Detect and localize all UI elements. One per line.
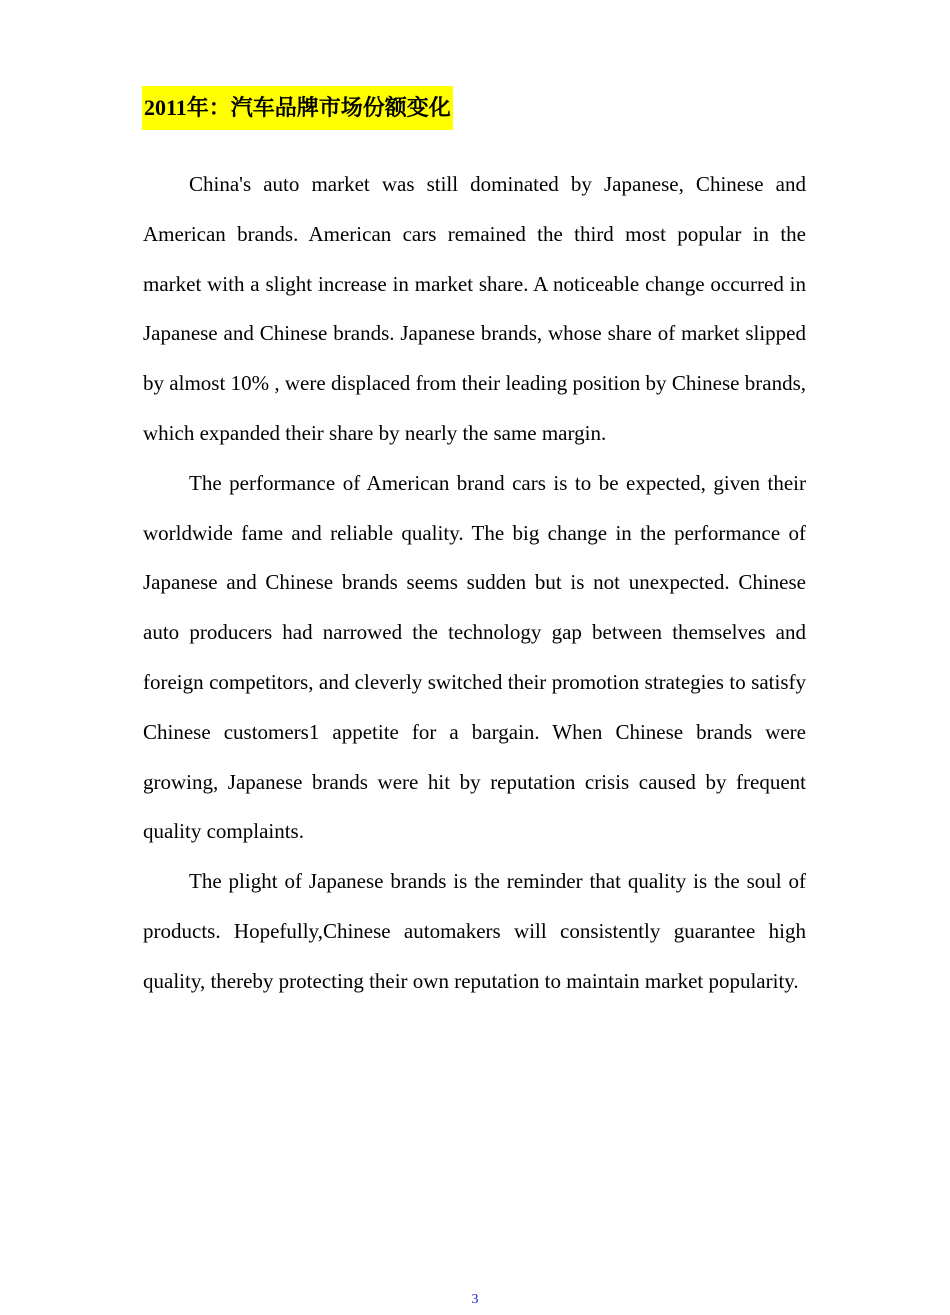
paragraph-1: China's auto market was still dominated by Japanese, Chinese and American brands. American cars remained the third most popular in the market with a slight increase in market share. A noticeable change occurred in Japanese and Chinese brands. Japanese brands, whose share of market slipped by almost 10% , were displaced from their leading position by Chinese brands, which expanded their share by nearly the same margin. [143, 172, 806, 445]
paragraph-3: The plight of Japanese brands is the reminder that quality is the soul of products. Hopefully,Chinese automakers will consistently guarantee high quality, thereby protecting their own reputation to maintain market popularity. [143, 869, 806, 993]
section-heading: 2011年：汽车品牌市场份额变化 [142, 86, 453, 130]
essay-body [143, 160, 806, 1007]
paragraph-2: The performance of American brand cars is to be expected, given their worldwide fame and reliable quality. The big change in the performance of Japanese and Chinese brands seems sudden but is not unexpected. Chinese auto producers had narrowed the technology gap between themselves and foreign competitors, and cleverly switched their promotion strategies to satisfy Chinese customers1 appetite for a bargain. When Chinese brands were growing, Japanese brands were hit by reputation crisis caused by frequent quality complaints. [143, 470, 806, 844]
page-number: 3 [471, 1292, 479, 1307]
